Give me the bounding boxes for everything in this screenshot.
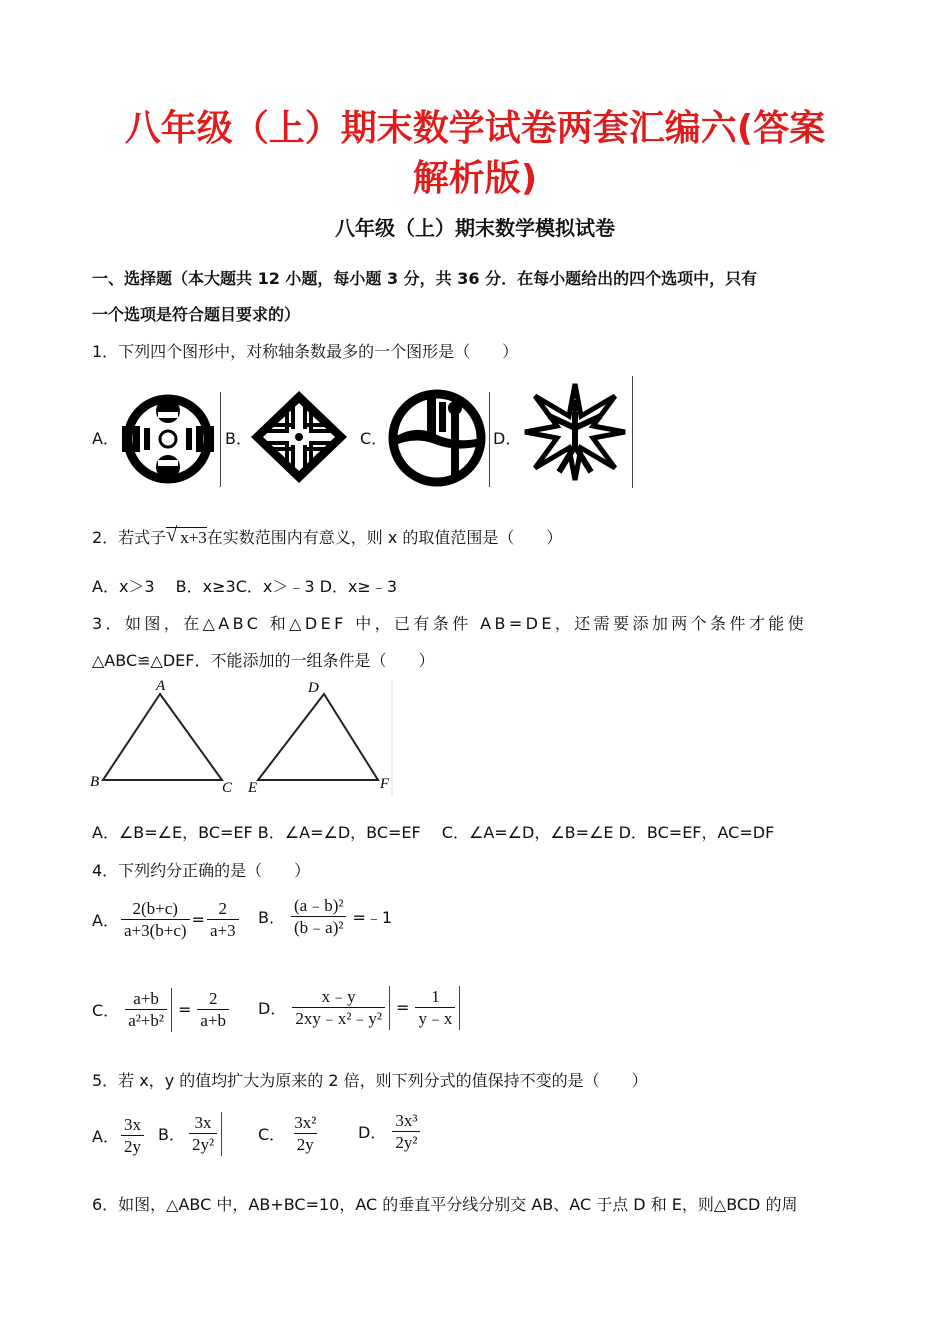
triangle-def xyxy=(258,694,378,780)
q3-options: A．∠B=∠E，BC=EF B．∠A=∠D，BC=EF C．∠A=∠D，∠B=∠E D．BC=EF，AC=DF xyxy=(92,823,775,842)
q4-option-c-label: C． xyxy=(92,1001,120,1021)
q2-stem xyxy=(92,525,562,548)
q5-a-fraction xyxy=(121,1114,144,1158)
q4-b-rhs: =﹣1 xyxy=(352,908,393,928)
q2-stem-pre: 2．若式子 xyxy=(92,528,167,547)
numerator: a+b xyxy=(133,989,159,1008)
q2-options: A．x＞3 B．x≥3C．x＞﹣3 D．x≥﹣3 xyxy=(92,577,397,596)
equals-sign: = xyxy=(178,1000,192,1020)
q4-c-fraction-left xyxy=(125,988,172,1032)
triangle-abc xyxy=(103,694,222,780)
vertex-d: D xyxy=(308,680,319,696)
q5-option-c xyxy=(258,1112,319,1156)
q3-stem-line-1: 3．如图，在△ABC 和△DEF 中，已有条件 AB=DE，还需要添加两个条件才能使 xyxy=(92,614,808,633)
q1-option-b-label: B． xyxy=(225,429,252,448)
title-line-2: 解析版) xyxy=(412,158,538,199)
q1-figure-b xyxy=(247,387,351,487)
denominator: 2xy﹣x²﹣y² xyxy=(292,1007,385,1029)
q5-option-a xyxy=(92,1114,144,1158)
section-heading-line-2: 一个选项是符合题目要求的） xyxy=(92,305,301,324)
denominator: (b﹣a)² xyxy=(291,916,346,938)
denominator: 2y² xyxy=(392,1131,420,1153)
q5-b-fraction xyxy=(189,1112,222,1156)
q1-separator xyxy=(220,392,221,487)
section-heading-line-1: 一、选择题（本大题共 12 小题，每小题 3 分，共 36 分．在每小题给出的四个选项中，只有 xyxy=(92,269,758,288)
q5-option-d xyxy=(358,1110,420,1154)
numerator: 3x xyxy=(123,1115,141,1134)
q4-option-a xyxy=(92,898,239,942)
numerator: (a﹣b)² xyxy=(293,896,344,915)
q4-a-fraction-right xyxy=(207,898,239,942)
q2-stem-post: 在实数范围内有意义，则 x 的取值范围是（ ） xyxy=(206,528,563,547)
q5-stem: 5．若 x，y 的值均扩大为原来的 2 倍，则下列分式的值保持不变的是（ ） xyxy=(92,1071,648,1090)
q1-separator xyxy=(489,392,490,487)
q4-option-a-label: A． xyxy=(92,911,119,931)
vertex-c: C xyxy=(222,780,233,796)
q1-separator xyxy=(632,376,633,488)
denominator: 2y xyxy=(294,1133,317,1155)
q4-a-fraction-left xyxy=(121,898,190,942)
q4-option-b-label: B． xyxy=(258,908,285,928)
vertex-b: B xyxy=(90,774,100,790)
q5-option-a-label: A． xyxy=(92,1127,119,1147)
q2-radical xyxy=(166,524,207,548)
numerator: 3x xyxy=(194,1113,212,1132)
denominator: a+3(b+c) xyxy=(121,919,190,941)
denominator: a²+b² xyxy=(125,1009,167,1031)
equals-sign: = xyxy=(396,998,410,1018)
q1-stem: 1．下列四个图形中，对称轴条数最多的一个图形是（ ） xyxy=(92,342,519,361)
vertex-a: A xyxy=(156,678,166,694)
vertex-f: F xyxy=(380,776,390,792)
q3-triangles-figure xyxy=(86,676,396,800)
denominator: y﹣x xyxy=(415,1007,455,1029)
q4-d-fraction-left xyxy=(292,986,390,1030)
q1-figure-c xyxy=(385,388,489,488)
q4-stem: 4．下列约分正确的是（ ） xyxy=(92,861,311,880)
q1-figure-d xyxy=(519,376,631,488)
q4-d-fraction-right xyxy=(415,986,460,1030)
q3-stem-line-2: △ABC≌△DEF．不能添加的一组条件是（ ） xyxy=(92,651,435,670)
numerator: 3x² xyxy=(294,1113,317,1132)
q1-option-c-label: C． xyxy=(360,429,388,448)
q1-figure-a xyxy=(118,390,218,488)
q5-c-fraction xyxy=(291,1112,319,1156)
title-line-1: 八年级（上）期末数学试卷两套汇编六(答案 xyxy=(124,108,826,149)
q4-option-d-label: D． xyxy=(258,999,287,1019)
denominator: 2y xyxy=(121,1135,144,1157)
q2-radicand: x+3 xyxy=(180,528,207,547)
q1-option-a-label: A． xyxy=(92,429,119,448)
q5-d-fraction xyxy=(392,1110,420,1154)
numerator: x﹣y xyxy=(321,987,356,1006)
q4-c-fraction-right xyxy=(197,988,229,1032)
q4-option-c xyxy=(92,988,229,1032)
denominator: 2y² xyxy=(189,1133,217,1155)
numerator: 2 xyxy=(208,989,218,1008)
q1-option-d-label: D． xyxy=(493,429,522,448)
q5-option-c-label: C． xyxy=(258,1125,286,1145)
equals-sign: = xyxy=(191,910,205,930)
q6-stem: 6．如图，△ABC 中，AB+BC=10，AC 的垂直平分线分别交 AB、AC 于点 D 和 E，则△BCD 的周 xyxy=(92,1195,798,1214)
numerator: 3x³ xyxy=(395,1111,418,1130)
denominator: a+b xyxy=(197,1009,229,1031)
numerator: 2 xyxy=(218,899,228,918)
vertex-e: E xyxy=(248,780,258,796)
q4-option-d xyxy=(258,986,460,1030)
q4-option-b xyxy=(258,895,392,939)
denominator: a+3 xyxy=(207,919,239,941)
sqrt-icon: √ xyxy=(166,524,178,546)
q5-option-b xyxy=(158,1112,222,1156)
numerator: 1 xyxy=(431,987,440,1006)
q5-option-b-label: B． xyxy=(158,1125,185,1145)
subtitle: 八年级（上）期末数学模拟试卷 xyxy=(335,216,615,240)
q5-option-d-label: D． xyxy=(358,1123,387,1143)
numerator: 2(b+c) xyxy=(132,899,178,918)
q4-b-fraction xyxy=(291,895,346,939)
